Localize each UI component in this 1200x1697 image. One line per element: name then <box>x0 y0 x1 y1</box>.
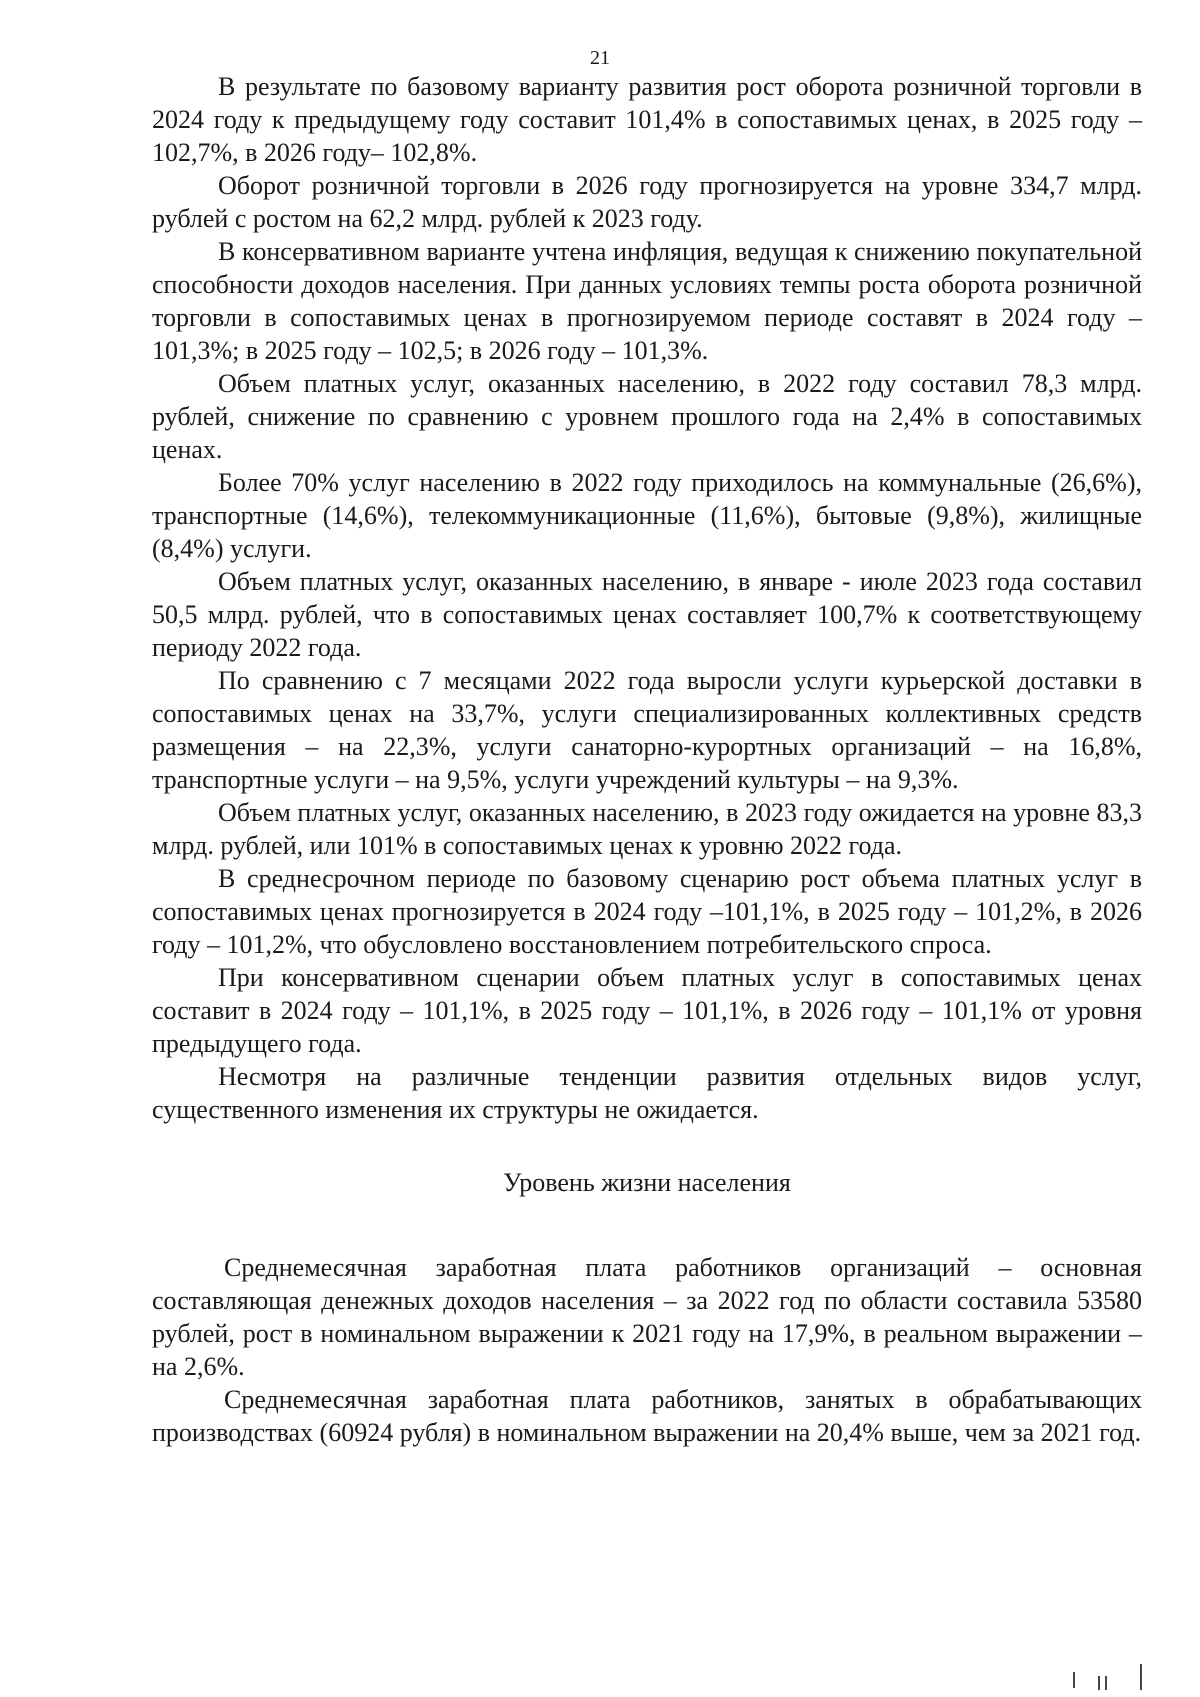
paragraph: В консервативном варианте учтена инфляция, ведущая к снижению покупательной способности доходов населения. При данных условиях темпы роста оборота розничной торговли в сопоставимых ценах в прогнозируемом периоде составят в 2024 году – 101,3%; в 2025 году – 102,5; в 2026 году – 101,3%. <box>152 237 1142 365</box>
paragraph: В среднесрочном периоде по базовому сценарию рост объема платных услуг в сопоставимых ценах прогнозируется в 2024 году –101,1%, в 2025 году – 101,2%, в 2026 году – 101,2%, что обусловлено восстановлением потребительского спроса. <box>152 864 1142 959</box>
living-standards-section <box>152 1251 1142 1449</box>
paragraph: По сравнению с 7 месяцами 2022 года выросли услуги курьерской доставки в сопоставимых ценах на 33,7%, услуги специализированных коллективных средств размещения – на 22,3%, услуги санаторно-курортных организаций – на 16,8%, транспортные услуги – на 9,5%, услуги учреждений культуры – на 9,3%. <box>152 666 1142 794</box>
section-heading: Уровень жизни населения <box>503 1168 791 1197</box>
paragraph: Несмотря на различные тенденции развития отдельных видов услуг, существенного изменения их структуры не ожидается. <box>152 1062 1142 1124</box>
paragraph: В результате по базовому варианту развития рост оборота розничной торговли в 2024 году к предыдущему году составит 101,4% в сопоставимых ценах, в 2025 году – 102,7%, в 2026 году– 102,8%. <box>152 72 1142 167</box>
paragraph: Среднемесячная заработная плата работников организаций – основная составляющая денежных доходов населения – за 2022 год по области составила 53580 рублей, рост в номинальном выражении к 2021 году на 17,9%, в реальном выражении – на 2,6%. <box>152 1253 1142 1381</box>
scan-artifact <box>1098 1676 1100 1690</box>
retail-and-services-section <box>152 70 1142 1126</box>
document-body <box>152 70 1142 1449</box>
paragraph: Оборот розничной торговли в 2026 году прогнозируется на уровне 334,7 млрд. рублей с ростом на 62,2 млрд. рублей к 2023 году. <box>152 171 1142 233</box>
scan-artifact <box>1073 1672 1075 1688</box>
paragraph: Объем платных услуг, оказанных населению, в 2022 году составил 78,3 млрд. рублей, снижение по сравнению с уровнем прошлого года на 2,4% в сопоставимых ценах. <box>152 369 1142 464</box>
scan-artifact <box>1140 1664 1142 1690</box>
paragraph: Объем платных услуг, оказанных населению, в 2023 году ожидается на уровне 83,3 млрд. рублей, или 101% в сопоставимых ценах к уровню 2022 года. <box>152 798 1142 860</box>
paragraph: Более 70% услуг населению в 2022 году приходилось на коммунальные (26,6%), транспортные (14,6%), телекоммуникационные (11,6%), бытовые (9,8%), жилищные (8,4%) услуги. <box>152 468 1142 563</box>
scan-artifact <box>1105 1676 1107 1690</box>
paragraph: Среднемесячная заработная плата работников, занятых в обрабатывающих производствах (60924 рубля) в номинальном выражении на 20,4% выше, чем за 2021 год. <box>152 1385 1142 1447</box>
paragraph: Объем платных услуг, оказанных населению, в январе - июле 2023 года составил 50,5 млрд. рублей, что в сопоставимых ценах составляет 100,7% к соответствующему периоду 2022 года. <box>152 567 1142 662</box>
page-number: 21 <box>590 47 610 69</box>
paragraph: При консервативном сценарии объем платных услуг в сопоставимых ценах составит в 2024 году – 101,1%, в 2025 году – 101,1%, в 2026 году – 101,1% от уровня предыдущего года. <box>152 963 1142 1058</box>
